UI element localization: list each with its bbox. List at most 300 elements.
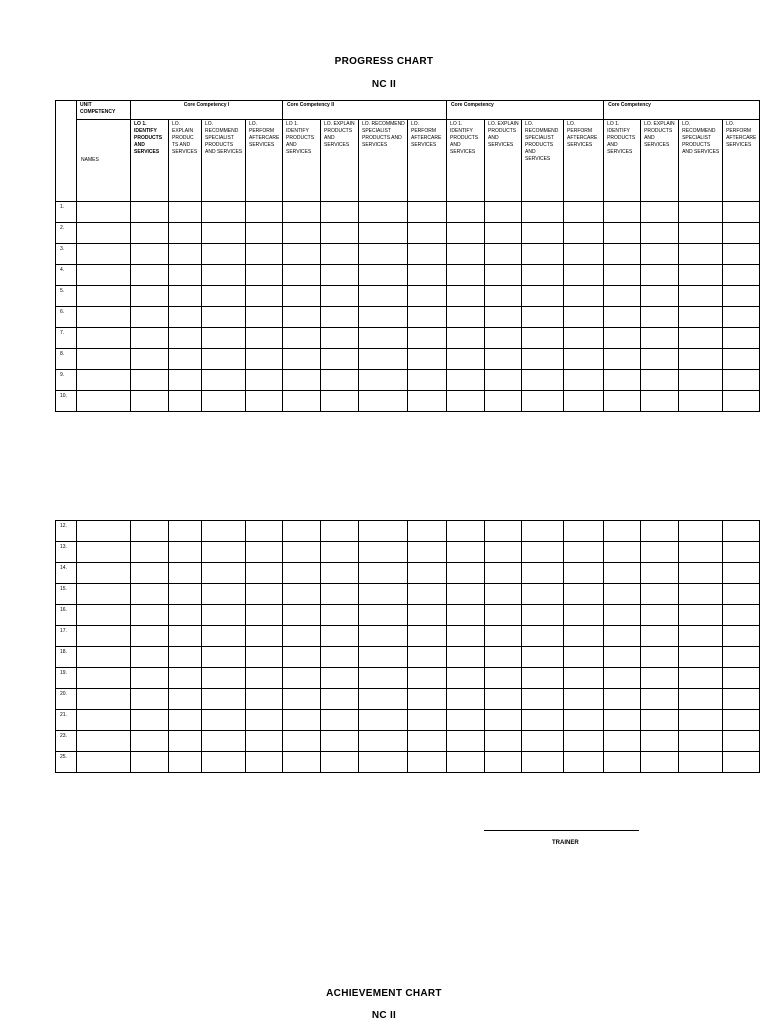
score-cell[interactable] <box>321 307 359 328</box>
score-cell[interactable] <box>283 542 321 563</box>
score-cell[interactable] <box>169 391 202 412</box>
score-cell[interactable] <box>169 370 202 391</box>
score-cell[interactable] <box>246 521 283 542</box>
name-cell[interactable] <box>77 370 131 391</box>
score-cell[interactable] <box>604 584 641 605</box>
score-cell[interactable] <box>359 731 408 752</box>
score-cell[interactable] <box>447 710 485 731</box>
score-cell[interactable] <box>283 689 321 710</box>
name-cell[interactable] <box>77 563 131 584</box>
score-cell[interactable] <box>723 647 760 668</box>
score-cell[interactable] <box>202 328 246 349</box>
score-cell[interactable] <box>679 391 723 412</box>
score-cell[interactable] <box>283 391 321 412</box>
score-cell[interactable] <box>131 605 169 626</box>
score-cell[interactable] <box>447 542 485 563</box>
score-cell[interactable] <box>604 563 641 584</box>
score-cell[interactable] <box>131 584 169 605</box>
score-cell[interactable] <box>408 689 447 710</box>
score-cell[interactable] <box>723 752 760 773</box>
score-cell[interactable] <box>202 521 246 542</box>
score-cell[interactable] <box>447 370 485 391</box>
score-cell[interactable] <box>679 584 723 605</box>
score-cell[interactable] <box>246 563 283 584</box>
score-cell[interactable] <box>522 265 564 286</box>
score-cell[interactable] <box>246 370 283 391</box>
score-cell[interactable] <box>564 584 604 605</box>
score-cell[interactable] <box>485 689 522 710</box>
score-cell[interactable] <box>641 605 679 626</box>
score-cell[interactable] <box>485 328 522 349</box>
score-cell[interactable] <box>485 244 522 265</box>
score-cell[interactable] <box>283 710 321 731</box>
score-cell[interactable] <box>604 752 641 773</box>
score-cell[interactable] <box>283 307 321 328</box>
score-cell[interactable] <box>485 370 522 391</box>
score-cell[interactable] <box>447 223 485 244</box>
name-cell[interactable] <box>77 689 131 710</box>
score-cell[interactable] <box>202 731 246 752</box>
score-cell[interactable] <box>359 563 408 584</box>
score-cell[interactable] <box>321 244 359 265</box>
score-cell[interactable] <box>679 752 723 773</box>
score-cell[interactable] <box>408 223 447 244</box>
score-cell[interactable] <box>604 307 641 328</box>
name-cell[interactable] <box>77 521 131 542</box>
score-cell[interactable] <box>641 584 679 605</box>
score-cell[interactable] <box>723 223 760 244</box>
score-cell[interactable] <box>641 626 679 647</box>
score-cell[interactable] <box>604 223 641 244</box>
score-cell[interactable] <box>202 349 246 370</box>
score-cell[interactable] <box>169 542 202 563</box>
score-cell[interactable] <box>723 244 760 265</box>
score-cell[interactable] <box>679 349 723 370</box>
score-cell[interactable] <box>283 668 321 689</box>
score-cell[interactable] <box>522 689 564 710</box>
score-cell[interactable] <box>283 286 321 307</box>
name-cell[interactable] <box>77 223 131 244</box>
score-cell[interactable] <box>283 244 321 265</box>
score-cell[interactable] <box>447 689 485 710</box>
score-cell[interactable] <box>679 689 723 710</box>
score-cell[interactable] <box>246 223 283 244</box>
score-cell[interactable] <box>679 307 723 328</box>
score-cell[interactable] <box>485 202 522 223</box>
score-cell[interactable] <box>246 328 283 349</box>
score-cell[interactable] <box>641 731 679 752</box>
score-cell[interactable] <box>169 349 202 370</box>
score-cell[interactable] <box>246 731 283 752</box>
score-cell[interactable] <box>246 391 283 412</box>
score-cell[interactable] <box>246 286 283 307</box>
score-cell[interactable] <box>408 626 447 647</box>
score-cell[interactable] <box>641 689 679 710</box>
score-cell[interactable] <box>485 307 522 328</box>
score-cell[interactable] <box>169 223 202 244</box>
score-cell[interactable] <box>485 668 522 689</box>
score-cell[interactable] <box>723 731 760 752</box>
score-cell[interactable] <box>321 391 359 412</box>
name-cell[interactable] <box>77 542 131 563</box>
score-cell[interactable] <box>359 223 408 244</box>
name-cell[interactable] <box>77 202 131 223</box>
score-cell[interactable] <box>359 370 408 391</box>
score-cell[interactable] <box>246 689 283 710</box>
score-cell[interactable] <box>564 542 604 563</box>
score-cell[interactable] <box>131 370 169 391</box>
score-cell[interactable] <box>283 202 321 223</box>
score-cell[interactable] <box>202 542 246 563</box>
score-cell[interactable] <box>604 521 641 542</box>
score-cell[interactable] <box>283 265 321 286</box>
score-cell[interactable] <box>723 584 760 605</box>
score-cell[interactable] <box>447 626 485 647</box>
score-cell[interactable] <box>202 647 246 668</box>
score-cell[interactable] <box>246 349 283 370</box>
score-cell[interactable] <box>447 521 485 542</box>
score-cell[interactable] <box>447 563 485 584</box>
score-cell[interactable] <box>408 731 447 752</box>
score-cell[interactable] <box>169 202 202 223</box>
score-cell[interactable] <box>679 370 723 391</box>
score-cell[interactable] <box>131 349 169 370</box>
score-cell[interactable] <box>408 286 447 307</box>
score-cell[interactable] <box>408 605 447 626</box>
score-cell[interactable] <box>202 370 246 391</box>
score-cell[interactable] <box>522 286 564 307</box>
score-cell[interactable] <box>604 202 641 223</box>
score-cell[interactable] <box>564 244 604 265</box>
score-cell[interactable] <box>522 349 564 370</box>
name-cell[interactable] <box>77 710 131 731</box>
score-cell[interactable] <box>131 752 169 773</box>
score-cell[interactable] <box>522 202 564 223</box>
score-cell[interactable] <box>723 689 760 710</box>
score-cell[interactable] <box>321 563 359 584</box>
score-cell[interactable] <box>564 265 604 286</box>
score-cell[interactable] <box>522 731 564 752</box>
score-cell[interactable] <box>359 244 408 265</box>
score-cell[interactable] <box>723 626 760 647</box>
score-cell[interactable] <box>522 328 564 349</box>
score-cell[interactable] <box>202 710 246 731</box>
score-cell[interactable] <box>202 202 246 223</box>
score-cell[interactable] <box>321 370 359 391</box>
score-cell[interactable] <box>447 731 485 752</box>
score-cell[interactable] <box>408 370 447 391</box>
score-cell[interactable] <box>283 223 321 244</box>
score-cell[interactable] <box>321 521 359 542</box>
score-cell[interactable] <box>564 223 604 244</box>
score-cell[interactable] <box>723 521 760 542</box>
score-cell[interactable] <box>641 563 679 584</box>
score-cell[interactable] <box>564 349 604 370</box>
score-cell[interactable] <box>321 626 359 647</box>
score-cell[interactable] <box>447 307 485 328</box>
score-cell[interactable] <box>564 307 604 328</box>
score-cell[interactable] <box>447 605 485 626</box>
score-cell[interactable] <box>564 202 604 223</box>
score-cell[interactable] <box>131 668 169 689</box>
score-cell[interactable] <box>131 563 169 584</box>
score-cell[interactable] <box>359 349 408 370</box>
score-cell[interactable] <box>522 542 564 563</box>
score-cell[interactable] <box>321 265 359 286</box>
score-cell[interactable] <box>679 668 723 689</box>
name-cell[interactable] <box>77 731 131 752</box>
score-cell[interactable] <box>723 307 760 328</box>
score-cell[interactable] <box>641 647 679 668</box>
score-cell[interactable] <box>564 710 604 731</box>
score-cell[interactable] <box>283 370 321 391</box>
score-cell[interactable] <box>522 370 564 391</box>
score-cell[interactable] <box>485 265 522 286</box>
score-cell[interactable] <box>604 710 641 731</box>
score-cell[interactable] <box>485 542 522 563</box>
score-cell[interactable] <box>246 542 283 563</box>
score-cell[interactable] <box>202 265 246 286</box>
score-cell[interactable] <box>131 521 169 542</box>
score-cell[interactable] <box>723 328 760 349</box>
score-cell[interactable] <box>359 286 408 307</box>
score-cell[interactable] <box>131 244 169 265</box>
name-cell[interactable] <box>77 752 131 773</box>
score-cell[interactable] <box>641 244 679 265</box>
score-cell[interactable] <box>202 584 246 605</box>
score-cell[interactable] <box>202 668 246 689</box>
score-cell[interactable] <box>485 563 522 584</box>
score-cell[interactable] <box>679 521 723 542</box>
score-cell[interactable] <box>359 647 408 668</box>
score-cell[interactable] <box>447 328 485 349</box>
score-cell[interactable] <box>131 265 169 286</box>
score-cell[interactable] <box>408 265 447 286</box>
score-cell[interactable] <box>131 731 169 752</box>
score-cell[interactable] <box>723 391 760 412</box>
score-cell[interactable] <box>522 605 564 626</box>
score-cell[interactable] <box>522 563 564 584</box>
score-cell[interactable] <box>321 223 359 244</box>
score-cell[interactable] <box>408 521 447 542</box>
score-cell[interactable] <box>131 328 169 349</box>
score-cell[interactable] <box>485 752 522 773</box>
score-cell[interactable] <box>604 370 641 391</box>
score-cell[interactable] <box>723 286 760 307</box>
score-cell[interactable] <box>447 265 485 286</box>
score-cell[interactable] <box>641 328 679 349</box>
score-cell[interactable] <box>169 521 202 542</box>
score-cell[interactable] <box>604 668 641 689</box>
score-cell[interactable] <box>447 286 485 307</box>
score-cell[interactable] <box>447 202 485 223</box>
score-cell[interactable] <box>283 584 321 605</box>
score-cell[interactable] <box>564 626 604 647</box>
score-cell[interactable] <box>321 752 359 773</box>
score-cell[interactable] <box>522 307 564 328</box>
score-cell[interactable] <box>723 710 760 731</box>
score-cell[interactable] <box>564 689 604 710</box>
score-cell[interactable] <box>485 286 522 307</box>
score-cell[interactable] <box>321 286 359 307</box>
score-cell[interactable] <box>564 521 604 542</box>
score-cell[interactable] <box>359 307 408 328</box>
score-cell[interactable] <box>641 286 679 307</box>
score-cell[interactable] <box>169 307 202 328</box>
name-cell[interactable] <box>77 647 131 668</box>
score-cell[interactable] <box>321 731 359 752</box>
score-cell[interactable] <box>641 202 679 223</box>
score-cell[interactable] <box>246 752 283 773</box>
score-cell[interactable] <box>202 244 246 265</box>
score-cell[interactable] <box>131 689 169 710</box>
score-cell[interactable] <box>522 521 564 542</box>
score-cell[interactable] <box>485 223 522 244</box>
score-cell[interactable] <box>246 584 283 605</box>
score-cell[interactable] <box>447 349 485 370</box>
score-cell[interactable] <box>359 668 408 689</box>
score-cell[interactable] <box>723 668 760 689</box>
score-cell[interactable] <box>169 689 202 710</box>
score-cell[interactable] <box>604 328 641 349</box>
name-cell[interactable] <box>77 626 131 647</box>
score-cell[interactable] <box>485 349 522 370</box>
score-cell[interactable] <box>679 328 723 349</box>
score-cell[interactable] <box>321 647 359 668</box>
score-cell[interactable] <box>485 710 522 731</box>
score-cell[interactable] <box>679 626 723 647</box>
score-cell[interactable] <box>604 605 641 626</box>
name-cell[interactable] <box>77 244 131 265</box>
score-cell[interactable] <box>564 391 604 412</box>
score-cell[interactable] <box>131 286 169 307</box>
score-cell[interactable] <box>408 307 447 328</box>
score-cell[interactable] <box>202 307 246 328</box>
score-cell[interactable] <box>169 731 202 752</box>
score-cell[interactable] <box>359 521 408 542</box>
score-cell[interactable] <box>408 710 447 731</box>
score-cell[interactable] <box>679 223 723 244</box>
score-cell[interactable] <box>321 542 359 563</box>
score-cell[interactable] <box>641 391 679 412</box>
score-cell[interactable] <box>723 202 760 223</box>
score-cell[interactable] <box>283 626 321 647</box>
score-cell[interactable] <box>359 584 408 605</box>
score-cell[interactable] <box>679 647 723 668</box>
score-cell[interactable] <box>169 328 202 349</box>
score-cell[interactable] <box>522 244 564 265</box>
score-cell[interactable] <box>202 689 246 710</box>
score-cell[interactable] <box>641 370 679 391</box>
score-cell[interactable] <box>679 244 723 265</box>
score-cell[interactable] <box>679 542 723 563</box>
score-cell[interactable] <box>283 563 321 584</box>
name-cell[interactable] <box>77 668 131 689</box>
score-cell[interactable] <box>604 265 641 286</box>
score-cell[interactable] <box>485 605 522 626</box>
score-cell[interactable] <box>522 626 564 647</box>
score-cell[interactable] <box>641 349 679 370</box>
score-cell[interactable] <box>522 668 564 689</box>
score-cell[interactable] <box>447 244 485 265</box>
score-cell[interactable] <box>723 265 760 286</box>
score-cell[interactable] <box>359 202 408 223</box>
score-cell[interactable] <box>447 584 485 605</box>
name-cell[interactable] <box>77 584 131 605</box>
score-cell[interactable] <box>522 391 564 412</box>
score-cell[interactable] <box>604 731 641 752</box>
score-cell[interactable] <box>522 752 564 773</box>
score-cell[interactable] <box>131 223 169 244</box>
score-cell[interactable] <box>564 668 604 689</box>
score-cell[interactable] <box>283 731 321 752</box>
score-cell[interactable] <box>359 710 408 731</box>
score-cell[interactable] <box>679 710 723 731</box>
score-cell[interactable] <box>679 563 723 584</box>
score-cell[interactable] <box>679 286 723 307</box>
score-cell[interactable] <box>321 710 359 731</box>
score-cell[interactable] <box>131 202 169 223</box>
score-cell[interactable] <box>564 752 604 773</box>
score-cell[interactable] <box>359 542 408 563</box>
score-cell[interactable] <box>359 265 408 286</box>
score-cell[interactable] <box>641 710 679 731</box>
score-cell[interactable] <box>283 647 321 668</box>
score-cell[interactable] <box>522 710 564 731</box>
score-cell[interactable] <box>604 244 641 265</box>
score-cell[interactable] <box>246 668 283 689</box>
score-cell[interactable] <box>604 391 641 412</box>
score-cell[interactable] <box>604 349 641 370</box>
score-cell[interactable] <box>408 391 447 412</box>
score-cell[interactable] <box>169 710 202 731</box>
name-cell[interactable] <box>77 286 131 307</box>
score-cell[interactable] <box>641 752 679 773</box>
name-cell[interactable] <box>77 328 131 349</box>
score-cell[interactable] <box>359 328 408 349</box>
score-cell[interactable] <box>522 584 564 605</box>
name-cell[interactable] <box>77 265 131 286</box>
score-cell[interactable] <box>485 584 522 605</box>
score-cell[interactable] <box>564 605 604 626</box>
name-cell[interactable] <box>77 307 131 328</box>
score-cell[interactable] <box>679 265 723 286</box>
score-cell[interactable] <box>169 286 202 307</box>
score-cell[interactable] <box>246 605 283 626</box>
score-cell[interactable] <box>723 563 760 584</box>
score-cell[interactable] <box>564 647 604 668</box>
score-cell[interactable] <box>641 542 679 563</box>
score-cell[interactable] <box>359 626 408 647</box>
score-cell[interactable] <box>641 265 679 286</box>
score-cell[interactable] <box>485 626 522 647</box>
score-cell[interactable] <box>202 391 246 412</box>
score-cell[interactable] <box>283 521 321 542</box>
score-cell[interactable] <box>408 584 447 605</box>
score-cell[interactable] <box>321 689 359 710</box>
score-cell[interactable] <box>485 731 522 752</box>
name-cell[interactable] <box>77 349 131 370</box>
score-cell[interactable] <box>604 286 641 307</box>
score-cell[interactable] <box>321 349 359 370</box>
score-cell[interactable] <box>169 605 202 626</box>
score-cell[interactable] <box>321 584 359 605</box>
score-cell[interactable] <box>564 731 604 752</box>
score-cell[interactable] <box>408 244 447 265</box>
score-cell[interactable] <box>169 584 202 605</box>
score-cell[interactable] <box>723 542 760 563</box>
score-cell[interactable] <box>408 752 447 773</box>
